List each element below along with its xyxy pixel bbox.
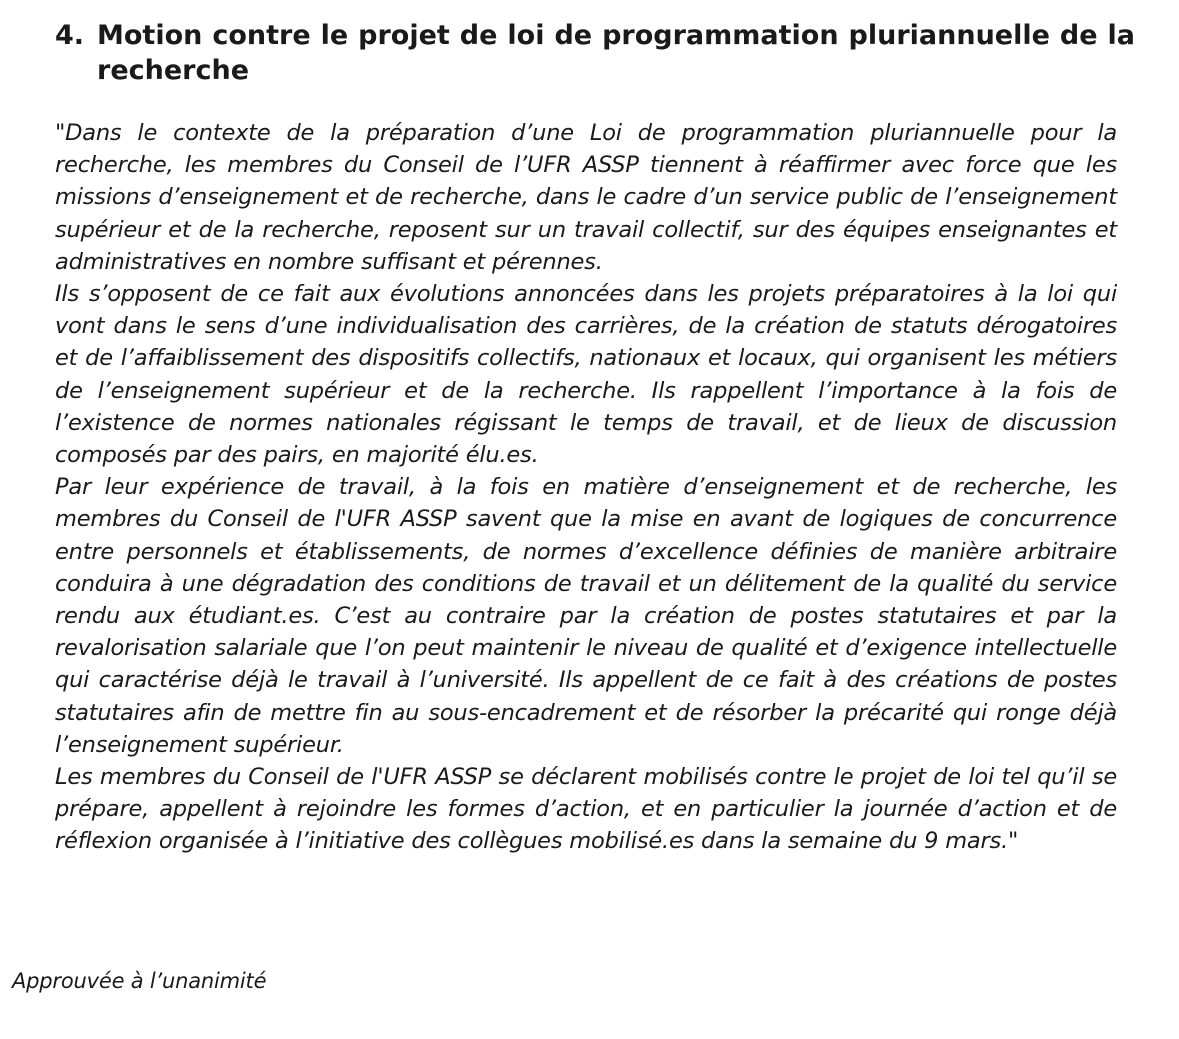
motion-paragraph: "Dans le contexte de la préparation d’une Loi de programmation pluriannuelle pour la recherche, les membres du Conseil de l’UFR ASSP tiennent à réaffirmer avec force que les missions d’enseignement et de recherche, dans le cadre d’un service public de l’enseignement supérieur et de la recherche, reposent sur un travail collectif, sur des équipes enseignantes et administratives en nombre suffisant et pérennes. [55,120,1117,275]
motion-paragraph: Par leur expérience de travail, à la fois en matière d’enseignement et de recherche, les membres du Conseil de l'UFR ASSP savent que la mise en avant de logiques de concurrence entre personnels et établissements, de normes d’excellence définies de manière arbitraire conduira à une dégradation des conditions de travail et un délitement de la qualité du service rendu aux étudiant.es. C’est au contraire par la création de postes statutaires et par la revalorisation salariale que l’on peut maintenir le niveau de qualité et d’exigence intellectuelle qui caractérise déjà le travail à l’université. Ils appellent de ce fait à des créations de postes statutaires afin de mettre fin au sous-encadrement et de résorber la précarité qui ronge déjà l’enseignement supérieur. [55,474,1117,758]
motion-text [55,117,1117,858]
motion-paragraph: Ils s’opposent de ce fait aux évolutions annoncées dans les projets préparatoires à la loi qui vont dans le sens d’une individualisation des carrières, de la création de statuts dérogatoires et de l’affaiblissement des dispositifs collectifs, nationaux et locaux, qui organisent les métiers de l’enseignement supérieur et de la recherche. Ils rappellent l’importance à la fois de l’existence de normes nationales régissant le temps de travail, et de lieux de discussion composés par des pairs, en majorité élu.es. [55,281,1117,469]
section-number: 4. [55,20,85,51]
vote-result: Approuvée à l’unanimité [12,969,267,993]
motion-paragraph: Les membres du Conseil de l'UFR ASSP se déclarent mobilisés contre le projet de loi tel qu’il se prépare, appellent à rejoindre les formes d’action, et en particulier la journée d’action et de réflexion organisée à l’initiative des collègues mobilisé.es dans la semaine du 9 mars." [55,764,1117,855]
section-title: Motion contre le projet de loi de programmation pluriannuelle de la recherche [97,20,1135,86]
section-heading [55,18,1135,88]
